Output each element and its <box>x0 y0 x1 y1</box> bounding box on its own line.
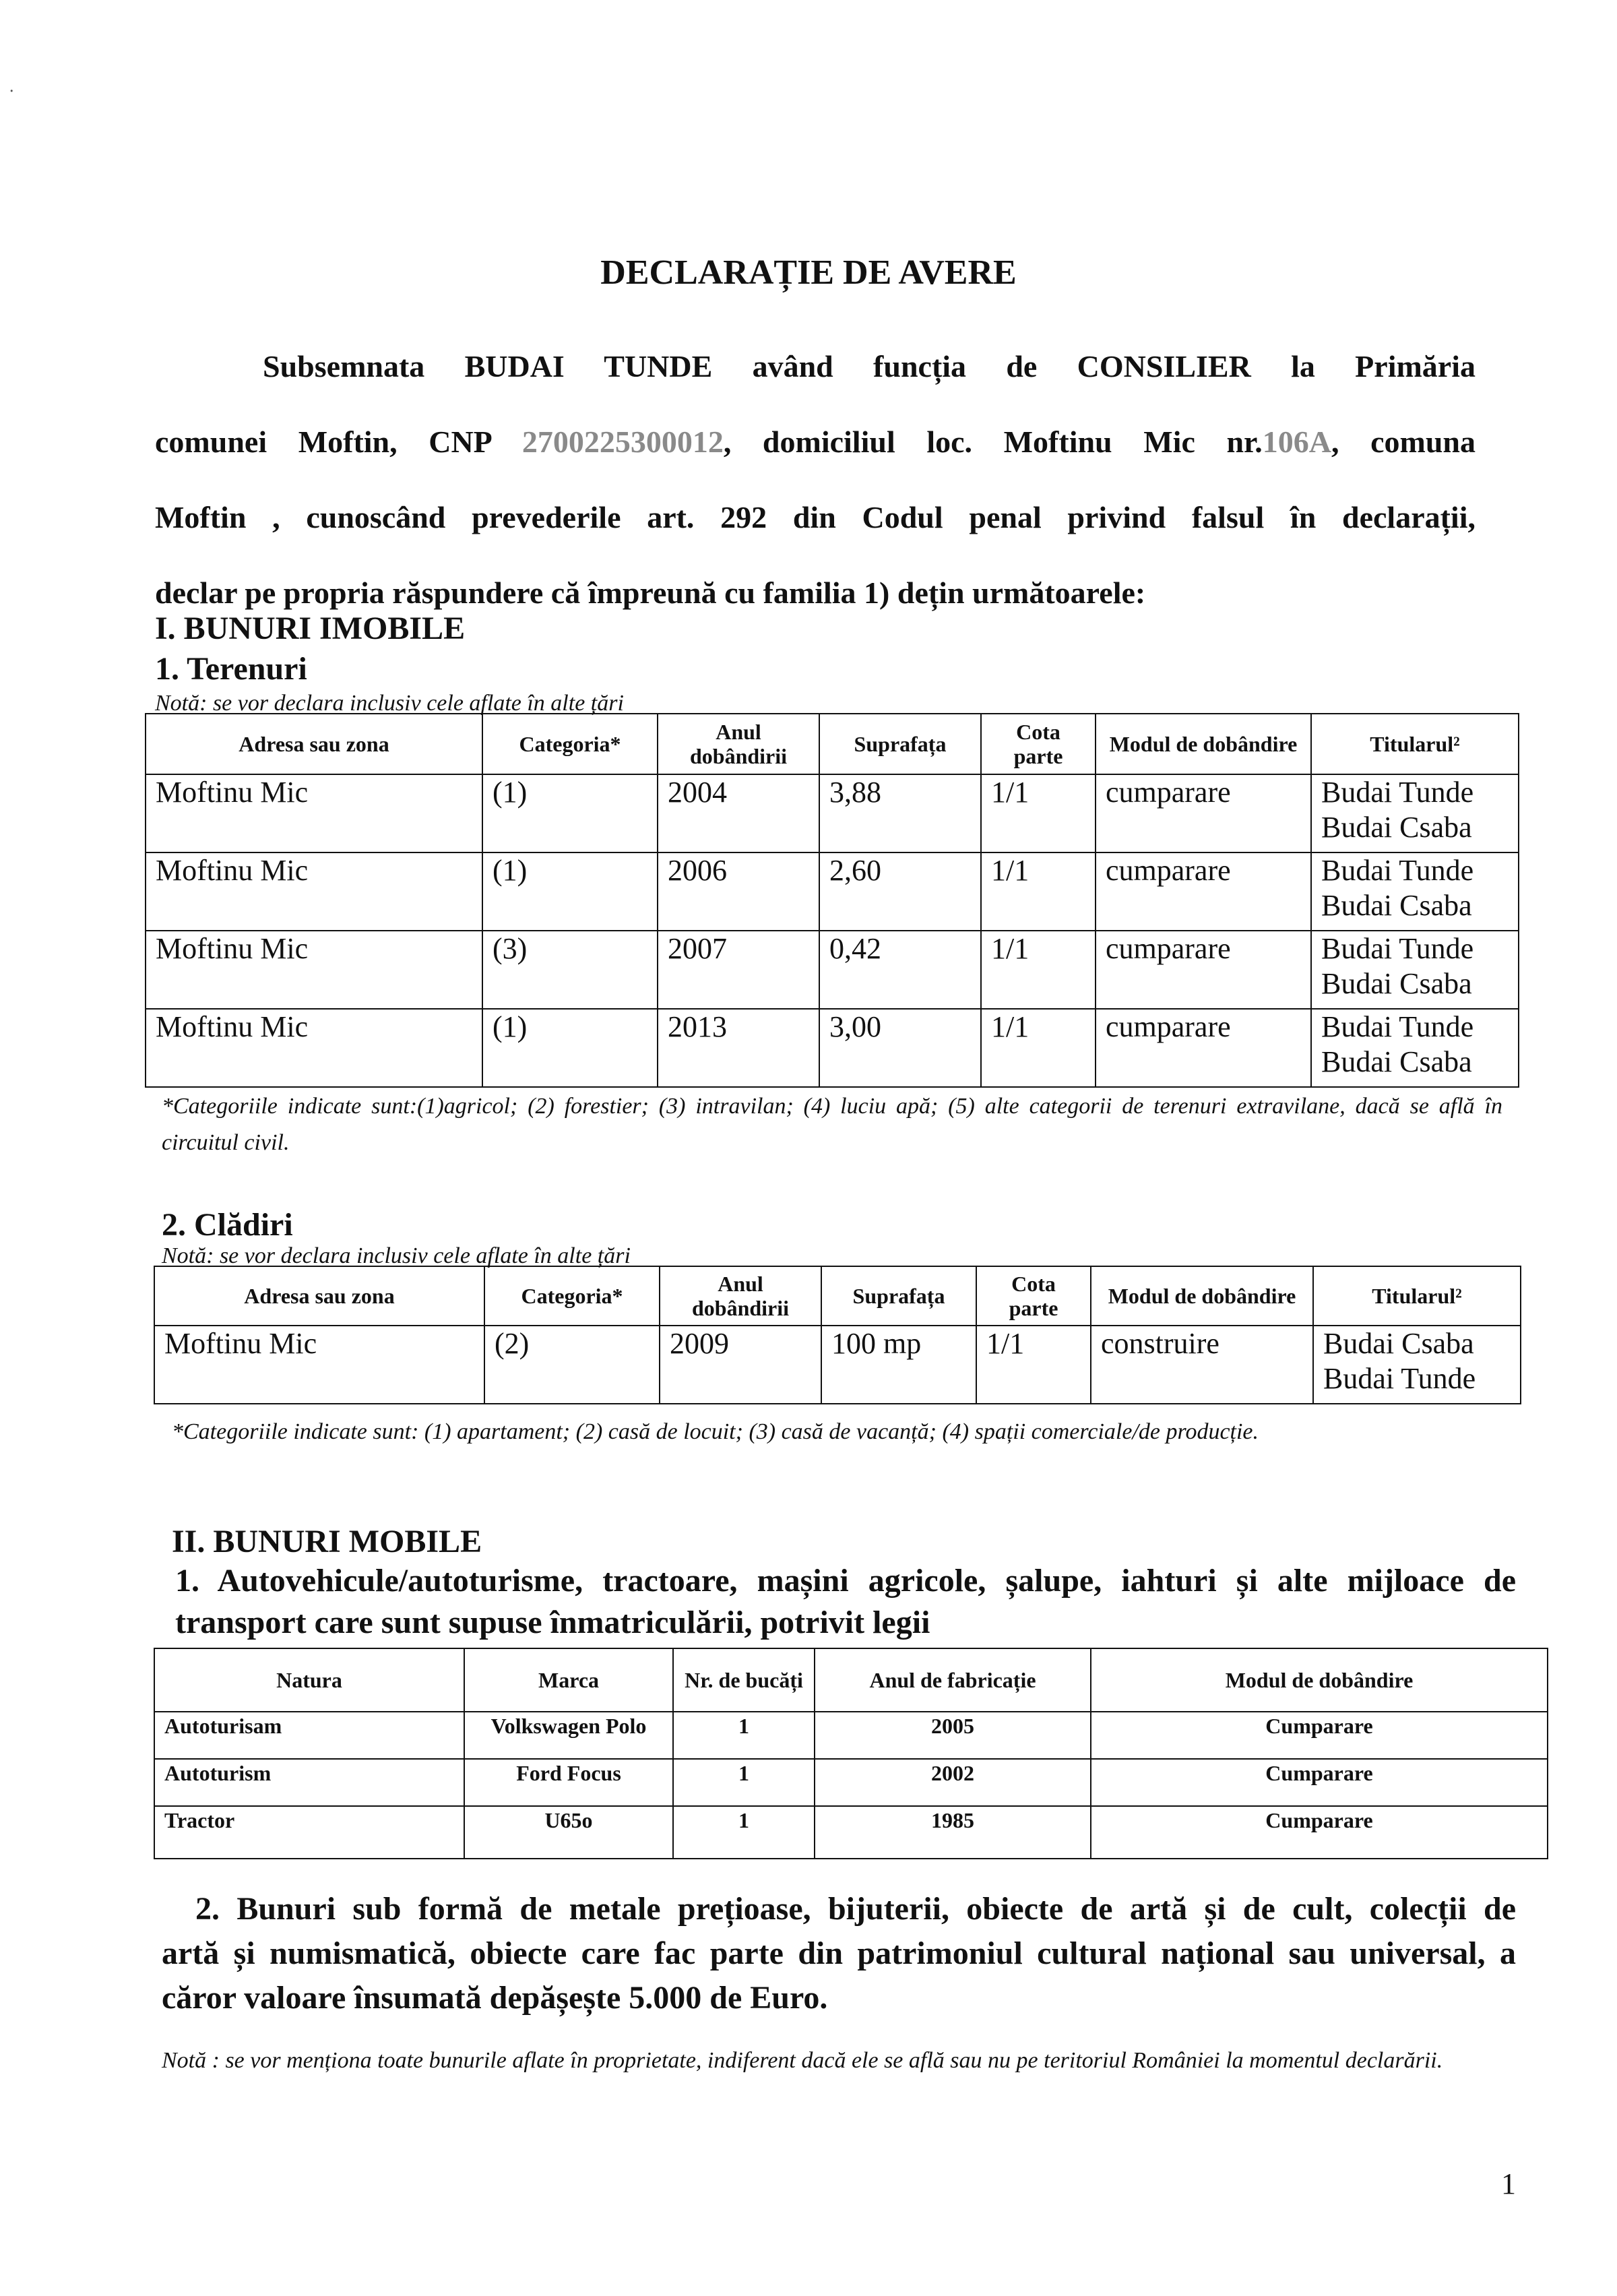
cell-anul: 2002 <box>815 1759 1091 1806</box>
cell-modul: cumparare <box>1096 1009 1311 1087</box>
footnote-terenuri: *Categoriile indicate sunt:(1)agricol; (2) forestier; (3) intravilan; (4) luciu apă; (5) alte categorii de terenuri extravilane, dacă se află în circuitul civil. <box>162 1094 1502 1155</box>
cell-anul: 2004 <box>658 774 819 852</box>
cladiri-table <box>154 1266 1521 1404</box>
cell-adresa: Moftinu Mic <box>146 852 482 931</box>
cell-nr: 1 <box>673 1759 815 1806</box>
intro-paragraph <box>155 329 1476 631</box>
cell-adresa: Moftinu Mic <box>154 1326 484 1404</box>
col-categoria: Categoria* <box>482 714 658 774</box>
subsection-autovehicule: 1. Autovehicule/autoturisme, tractoare, mașini agricole, șalupe, iahturi și alte mijloace de transport care sunt supuse înmatriculării, potrivit legii <box>175 1563 1516 1640</box>
scan-mark: ⸱ <box>9 83 14 100</box>
col-titular: Titularul² <box>1313 1266 1521 1326</box>
cell-nr: 1 <box>673 1806 815 1859</box>
section-heading-imobile: I. BUNURI IMOBILE <box>155 611 466 646</box>
cell-anul: 2007 <box>658 931 819 1009</box>
intro-line-4: declar pe propria răspundere că împreună cu familia 1) dețin următoarele: <box>155 576 1146 610</box>
cell-anul: 2013 <box>658 1009 819 1087</box>
cell-suprafata: 100 mp <box>821 1326 976 1404</box>
col-anul: Anul dobândirii <box>658 714 819 774</box>
cell-modul: cumparare <box>1096 931 1311 1009</box>
cell-cota: 1/1 <box>981 774 1096 852</box>
note-terenuri: Notă: se vor declara inclusiv cele aflate în alte țări <box>155 691 624 716</box>
cell-natura: Autoturism <box>154 1759 464 1806</box>
note-cladiri: Notă: se vor declara inclusiv cele aflate în alte țări <box>162 1243 631 1268</box>
col-anul-fabricatie: Anul de fabricație <box>815 1648 1091 1712</box>
cell-modul: cumparare <box>1096 852 1311 931</box>
table-row <box>154 1326 1521 1404</box>
cell-titular: Budai Tunde Budai Csaba <box>1311 852 1519 931</box>
cell-suprafata: 3,00 <box>819 1009 981 1087</box>
footnote-cladiri: *Categoriile indicate sunt: (1) apartament; (2) casă de locuit; (3) casă de vacanță; (4) spații comerciale/de producție. <box>172 1419 1259 1444</box>
col-adresa: Adresa sau zona <box>154 1266 484 1326</box>
cell-suprafata: 2,60 <box>819 852 981 931</box>
col-marca: Marca <box>464 1648 673 1712</box>
cell-cota: 1/1 <box>981 931 1096 1009</box>
page-number: 1 <box>1501 2167 1516 2200</box>
cell-anul: 1985 <box>815 1806 1091 1859</box>
document-title: DECLARAȚIE DE AVERE <box>600 253 1017 292</box>
cell-titular: Budai Tunde Budai Csaba <box>1311 774 1519 852</box>
cell-modul: cumparare <box>1096 774 1311 852</box>
subsection-terenuri: 1. Terenuri <box>155 651 307 687</box>
autovehicule-table <box>154 1648 1548 1859</box>
table-header-row <box>154 1266 1521 1326</box>
col-anul: Anul dobândirii <box>660 1266 821 1326</box>
cell-modul: Cumparare <box>1091 1759 1548 1806</box>
cell-marca: U65o <box>464 1806 673 1859</box>
cell-cota: 1/1 <box>976 1326 1091 1404</box>
col-natura: Natura <box>154 1648 464 1712</box>
cell-modul: Cumparare <box>1091 1712 1548 1759</box>
terenuri-table <box>145 713 1519 1088</box>
cell-categoria: (2) <box>484 1326 660 1404</box>
col-adresa: Adresa sau zona <box>146 714 482 774</box>
cell-suprafata: 3,88 <box>819 774 981 852</box>
table-row <box>146 931 1519 1009</box>
cell-anul: 2006 <box>658 852 819 931</box>
cell-natura: Autoturisam <box>154 1712 464 1759</box>
intro-line-1: Subsemnata BUDAI TUNDE având funcția de CONSILIER la Primăria <box>263 349 1476 383</box>
cell-modul: construire <box>1091 1326 1313 1404</box>
col-modul: Modul de dobândire <box>1091 1648 1548 1712</box>
cell-categoria: (1) <box>482 1009 658 1087</box>
cell-cota: 1/1 <box>981 1009 1096 1087</box>
cell-categoria: (1) <box>482 774 658 852</box>
section-heading-mobile: II. BUNURI MOBILE <box>172 1524 482 1559</box>
cell-nr: 1 <box>673 1712 815 1759</box>
table-row <box>146 774 1519 852</box>
cell-categoria: (1) <box>482 852 658 931</box>
cell-suprafata: 0,42 <box>819 931 981 1009</box>
cell-natura: Tractor <box>154 1806 464 1859</box>
cell-titular: Budai Tunde Budai Csaba <box>1311 931 1519 1009</box>
table-row <box>146 1009 1519 1087</box>
col-suprafata: Suprafața <box>821 1266 976 1326</box>
col-cota: Cota parte <box>981 714 1096 774</box>
table-header-row <box>154 1648 1548 1712</box>
house-number: 106A <box>1262 425 1331 459</box>
cell-titular: Budai Tunde Budai Csaba <box>1311 1009 1519 1087</box>
cell-marca: Ford Focus <box>464 1759 673 1806</box>
table-row <box>154 1712 1548 1759</box>
col-categoria: Categoria* <box>484 1266 660 1326</box>
cell-marca: Volkswagen Polo <box>464 1712 673 1759</box>
cell-adresa: Moftinu Mic <box>146 931 482 1009</box>
section-bunuri-pretioase: 2. Bunuri sub formă de metale prețioase, bijuterii, obiecte de artă și de cult, colecții de artă și numismatică, obiecte care fac parte din patrimoniul cultural național sau universal, a căror valoare însumată depășește 5.000 de Euro. <box>162 1891 1516 2016</box>
table-row <box>154 1759 1548 1806</box>
table-row <box>154 1806 1548 1859</box>
col-modul: Modul de dobândire <box>1096 714 1311 774</box>
col-titular: Titularul² <box>1311 714 1519 774</box>
cell-adresa: Moftinu Mic <box>146 1009 482 1087</box>
cell-anul: 2005 <box>815 1712 1091 1759</box>
col-modul: Modul de dobândire <box>1091 1266 1313 1326</box>
subsection-cladiri: 2. Clădiri <box>162 1207 293 1243</box>
col-cota: Cota parte <box>976 1266 1091 1326</box>
table-row <box>146 852 1519 931</box>
cell-categoria: (3) <box>482 931 658 1009</box>
intro-line-2: comunei Moftin, CNP 2700225300012, domiciliul loc. Moftinu Mic nr.106A, comuna <box>155 425 1476 459</box>
cell-cota: 1/1 <box>981 852 1096 931</box>
table-header-row <box>146 714 1519 774</box>
note-bunuri-pretioase: Notă : se vor menționa toate bunurile aflate în proprietate, indiferent dacă ele se află sau nu pe teritoriul României la momentul declarării. <box>162 2048 1443 2073</box>
cell-adresa: Moftinu Mic <box>146 774 482 852</box>
cell-modul: Cumparare <box>1091 1806 1548 1859</box>
intro-line-3: Moftin , cunoscând prevederile art. 292 din Codul penal privind falsul în declarații, <box>155 500 1476 534</box>
col-suprafata: Suprafața <box>819 714 981 774</box>
col-nr: Nr. de bucăți <box>673 1648 815 1712</box>
cell-titular: Budai Csaba Budai Tunde <box>1313 1326 1521 1404</box>
cell-anul: 2009 <box>660 1326 821 1404</box>
cnp-value: 2700225300012 <box>521 425 724 459</box>
